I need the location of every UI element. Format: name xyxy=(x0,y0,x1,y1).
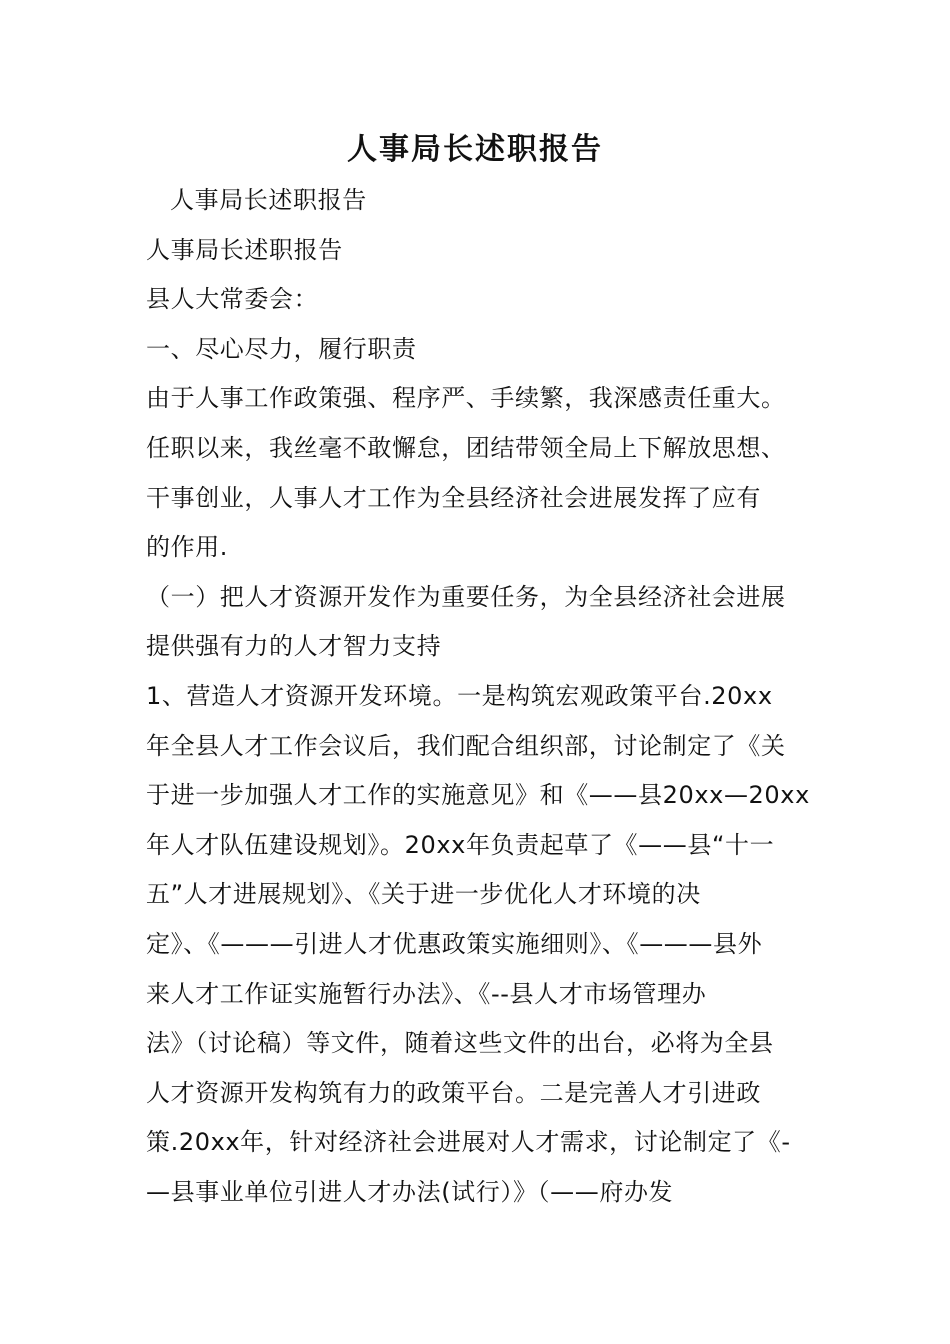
body-line: 人才资源开发构筑有力的政策平台。二是完善人才引进政 xyxy=(146,1078,761,1107)
document-title: 人事局长述职报告 xyxy=(347,132,603,167)
body-line: （一）把人才资源开发作为重要任务，为全县经济社会进展 xyxy=(146,582,786,611)
body-line: 年人才队伍建设规划》。20xx年负责起草了《——县“十一 xyxy=(146,830,775,859)
body-line: 人事局长述职报告 xyxy=(146,235,343,264)
body-line: 来人才工作证实施暂行办法》、《--县人才市场管理办 xyxy=(146,979,707,1008)
body-line: 法》（讨论稿）等文件，随着这些文件的出台，必将为全县 xyxy=(146,1029,774,1058)
body-line: 人事局长述职报告 xyxy=(170,186,367,214)
body-line: 1、营造人才资源开发环境。一是构筑宏观政策平台.20xx xyxy=(146,681,773,710)
body-line: 一、尽心尽力，履行职责 xyxy=(146,334,417,363)
body-line: 的作用. xyxy=(146,533,229,562)
document-body xyxy=(146,176,810,1217)
body-line: —县事业单位引进人才办法(试行）》（——府办发 xyxy=(146,1177,674,1206)
body-line: 五”人才进展规划》、《关于进一步优化人才环境的决 xyxy=(146,880,701,909)
body-line: 由于人事工作政策强、程序严、手续繁，我深感责任重大。 xyxy=(146,384,786,413)
body-line: 年全县人才工作会议后，我们配合组织部，讨论制定了《关 xyxy=(146,731,786,760)
body-line: 策.20xx年，针对经济社会进展对人才需求，讨论制定了《- xyxy=(146,1128,791,1157)
body-line: 县人大常委会： xyxy=(146,285,319,314)
body-line: 任职以来，我丝毫不敢懈怠，团结带领全局上下解放思想、 xyxy=(146,433,786,462)
body-line: 干事创业，人事人才工作为全县经济社会进展发挥了应有 xyxy=(146,483,761,512)
body-line: 提供强有力的人才智力支持 xyxy=(146,632,442,661)
body-line: 于进一步加强人才工作的实施意见》和《——县20xx—20xx xyxy=(146,781,810,810)
body-line: 定》、《———引进人才优惠政策实施细则》、《———县外 xyxy=(146,929,763,958)
